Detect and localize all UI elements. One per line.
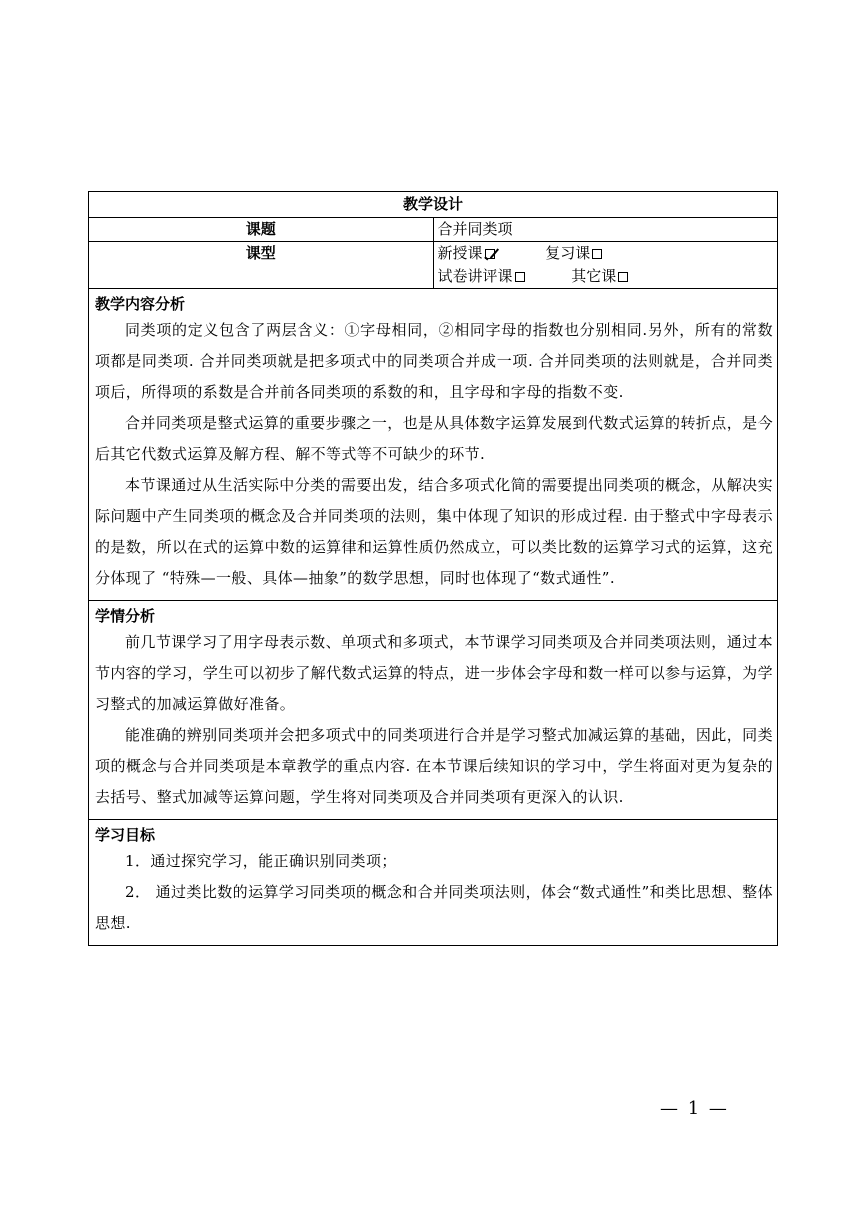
topic-value: 合并同类项 [433, 218, 778, 242]
content-analysis-section [89, 289, 778, 601]
student-analysis-section [89, 601, 778, 820]
type-option-label: 其它课 [571, 267, 617, 285]
checkbox-icon [592, 249, 602, 259]
page-number: — 1 — [660, 1098, 729, 1119]
type-label: 课型 [89, 242, 434, 289]
paragraph: 同类项的定义包含了两层含义：①字母相同，②相同字母的指数也分别相同.另外，所有的常数项都是同类项. 合并同类项就是把多项式中的同类项合并成一项. 合并同类项的法则就是，合并同类项后，所得项的系数是合并前各同类项的系数的和，且字母和字母的指数不变. [95, 321, 773, 401]
checkbox-icon [515, 272, 525, 282]
type-option-review [545, 242, 602, 265]
paragraph: 前几节课学习了用字母表示数、单项式和多项式，本节课学习同类项及合并同类项法则，通过本节内容的学习，学生可以初步了解代数式运算的特点，进一步体会字母和数一样可以参与运算，为学习整式的加减运算做好准备。 [95, 633, 773, 713]
checkbox-icon [618, 272, 628, 282]
paragraph: 1．通过探究学习，能正确识别同类项； [125, 852, 397, 870]
type-option-exam-review [438, 265, 525, 288]
section-heading: 学情分析 [95, 607, 156, 625]
topic-label: 课题 [89, 218, 434, 242]
table-title: 教学设计 [89, 192, 778, 218]
paragraph: 能准确的辨别同类项并会把多项式中的同类项进行合并是学习整式加减运算的基础，因此，同类项的概念与合并同类项是本章教学的重点内容. 在本节课后续知识的学习中，学生将面对更为复杂的去括号、整式加减等运算问题，学生将对同类项及合并同类项有更深入的认识. [95, 726, 773, 806]
paragraph: 2． 通过类比数的运算学习同类项的概念和合并同类项法则，体会“数式通性”和类比思想、整体思想. [95, 883, 773, 932]
type-option-new [438, 242, 495, 265]
section-heading: 学习目标 [95, 826, 156, 844]
type-options [433, 242, 778, 289]
paragraph: 本节课通过从生活实际中分类的需要出发，结合多项式化简的需要提出同类项的概念，从解决实际问题中产生同类项的概念及合并同类项的法则，集中体现了知识的形成过程. 由于整式中字母表示的是数，所以在式的运算中数的运算律和运算性质仍然成立，可以类比数的运算学习式的运算，这充分体现了 “特殊—一般、具体—抽象”的数学思想，同时也体现了“数式通性”. [95, 476, 773, 587]
checked-checkbox-icon [485, 249, 495, 259]
paragraph: 合并同类项是整式运算的重要步骤之一，也是从具体数字运算发展到代数式运算的转折点，是今后其它代数式运算及解方程、解不等式等不可缺少的环节. [95, 414, 773, 463]
lesson-design-table [88, 191, 778, 946]
type-option-label: 试卷讲评课 [437, 267, 513, 285]
type-option-other [571, 265, 628, 288]
type-option-label: 复习课 [545, 244, 591, 262]
type-option-label: 新授课 [437, 244, 483, 262]
learning-goals-section [89, 820, 778, 946]
section-heading: 教学内容分析 [95, 295, 186, 313]
